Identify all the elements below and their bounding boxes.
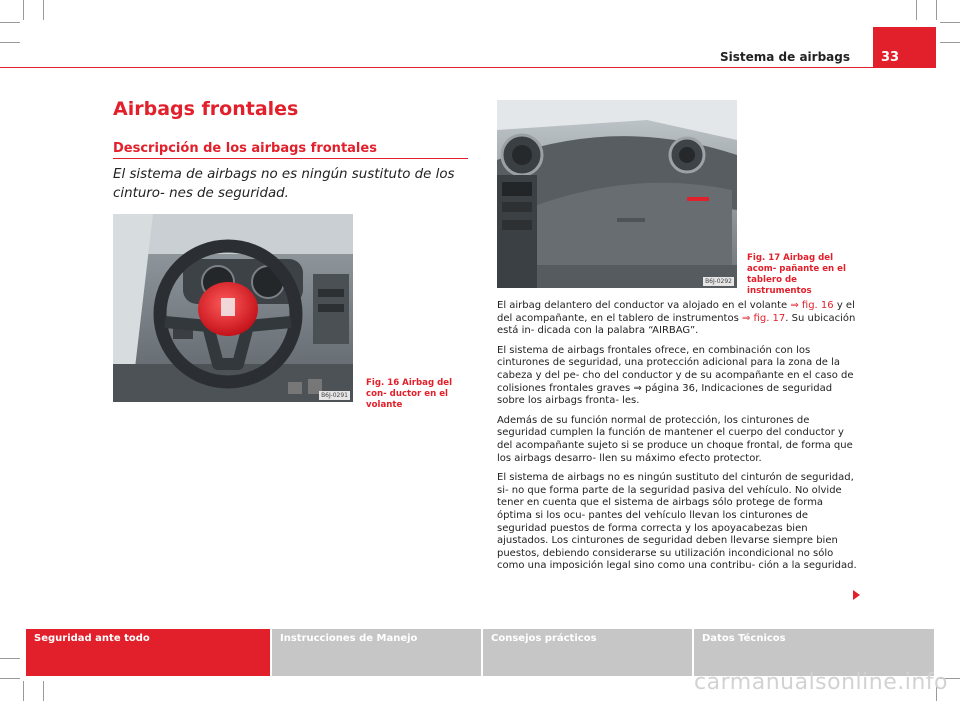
crop-mark: [23, 681, 24, 701]
caption-text: Fig. 17 Airbag del acom- pañante en el tablero de instrumentos: [747, 253, 846, 296]
figure-code: B6J-0292: [705, 278, 732, 285]
paragraph: El airbag delantero del conductor va alojado en el volante ⇒ fig. 16 y el del acompañante, en el tablero de instrumentos ⇒ fig. 17. Su ubicación está in- dicada con la palabra “AIRBAG”.: [497, 300, 856, 337]
tab-seguridad[interactable]: Seguridad ante todo: [26, 629, 270, 676]
figure-link[interactable]: ⇒ fig. 17: [741, 312, 786, 324]
crop-mark: [936, 0, 937, 20]
airbag-label-highlight: [687, 197, 709, 201]
subheading-rule: [113, 158, 468, 159]
crop-mark: [43, 681, 44, 701]
header-rule: [0, 67, 936, 68]
paragraph: El sistema de airbags no es ningún sustituto del cinturón de seguridad, si- no que forma parte de la seguridad pasiva del vehículo. No olvide tener en cuenta que el sistema de airbags sólo protege de forma óptima si los ocu- pantes del vehículo llevan los cinturones de seguridad puestos de forma correcta y los apoyacabezas bien ajustados. Los cinturones de seguridad deben llevarse siempre bien puestos, debiendo considerarse su utilización incondicional no sólo como una imposición legal sino como una contribu- ción a la seguridad.: [497, 472, 857, 572]
tab-instrucciones[interactable]: Instrucciones de Manejo: [272, 629, 481, 676]
continue-arrow-icon: [853, 590, 860, 600]
watermark: carmanualsonline.info: [694, 670, 948, 695]
section-heading: Airbags frontales: [113, 98, 299, 120]
body-text: [497, 300, 857, 580]
tab-consejos[interactable]: Consejos prácticos: [483, 629, 692, 676]
page-number: 33: [873, 27, 936, 68]
footer-nav: [26, 629, 936, 676]
figure-code: B6J-0291: [321, 392, 348, 399]
figure-link[interactable]: ⇒ fig. 16: [790, 300, 834, 311]
intro-text: El sistema de airbags no es ningún sustituto de los cinturo- nes de seguridad.: [113, 167, 455, 201]
subsection-heading: Descripción de los airbags frontales: [113, 141, 377, 156]
figure-caption-17: [747, 253, 847, 297]
crop-mark: [0, 22, 20, 23]
figure-dashboard: [497, 100, 737, 288]
caption-text: Fig. 16 Airbag del con- ductor en el volante: [366, 378, 453, 410]
dashboard-illustration: [497, 100, 737, 288]
crop-mark: [0, 42, 20, 43]
crop-mark: [43, 0, 44, 20]
tab-datos[interactable]: Datos Técnicos: [694, 629, 934, 676]
figure-steering-wheel: [113, 214, 353, 402]
crop-mark: [0, 658, 20, 659]
running-header: Sistema de airbags: [719, 50, 850, 64]
steering-wheel-illustration: [113, 214, 353, 402]
figure-caption-16: [366, 378, 456, 411]
paragraph: Además de su función normal de protección, los cinturones de seguridad cumplen la función de mantener el cuerpo del conductor y del acompañante sujeto si se produce un choque frontal, de forma que los airbags desarro- llen su máximo efecto protector.: [497, 414, 853, 464]
paragraph: El sistema de airbags frontales ofrece, en combinación con los cinturones de seguridad, una protección adicional para la zona de la cabeza y del pe- cho del conductor y de su acompañante en el caso de colisiones frontales graves ⇒ página 36, Indicaciones de seguridad sobre los airbags fronta- les.: [497, 344, 854, 407]
crop-mark: [940, 42, 960, 43]
crop-mark: [23, 0, 24, 20]
crop-mark: [916, 0, 917, 20]
crop-mark: [0, 678, 20, 679]
crop-mark: [940, 22, 960, 23]
